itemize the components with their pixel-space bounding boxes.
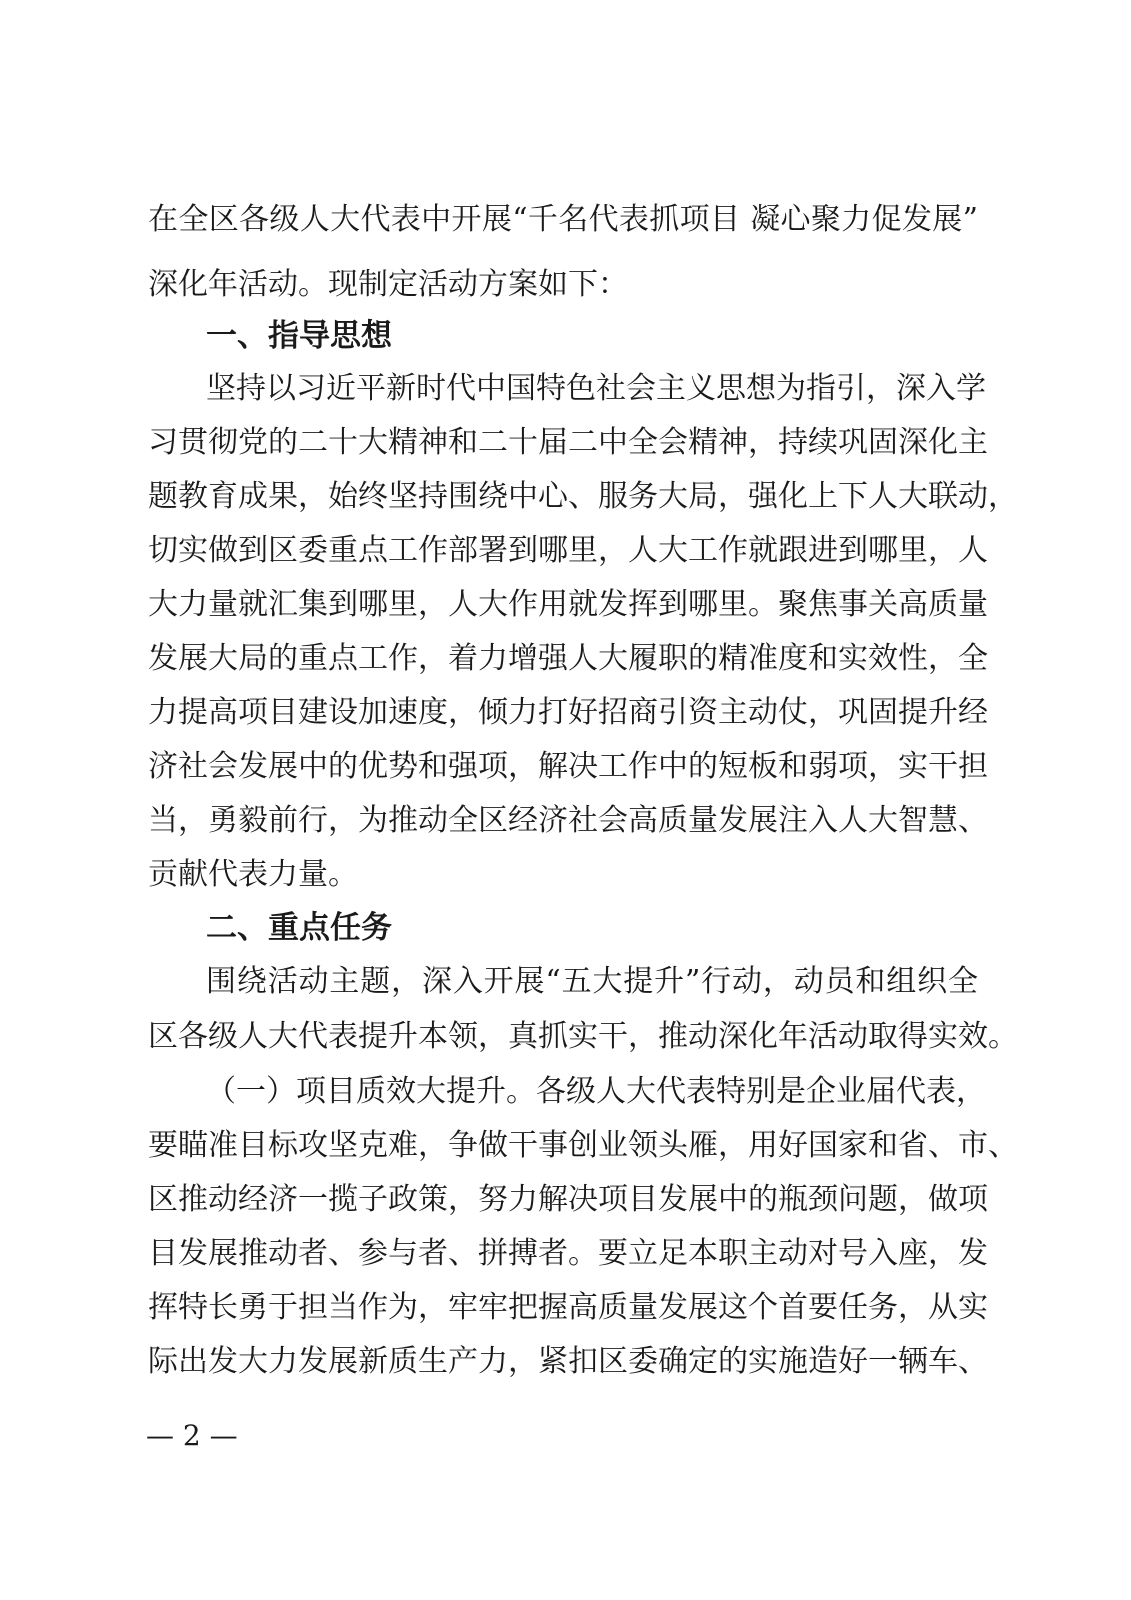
subsection1-line-6: 际出发大力发展新质生产力，紧扣区委确定的实施造好一辆车、 [148, 1344, 988, 1379]
section-heading-key-tasks: 二、重点任务 [206, 910, 392, 946]
intro-line-1: 在全区各级人大代表中开展“千名代表抓项目 凝心聚力促发展” [148, 202, 978, 237]
subsection1-line-2: 要瞄准目标攻坚克难，争做干事创业领头雁，用好国家和省、市、 [148, 1128, 1018, 1163]
subsection1-line-4: 目发展推动者、参与者、拼搏者。要立足本职主动对号入座，发 [148, 1236, 988, 1271]
subsection1-line-3: 区推动经济一揽子政策，努力解决项目发展中的瓶颈问题，做项 [148, 1182, 988, 1217]
section1-line-5: 大力量就汇集到哪里，人大作用就发挥到哪里。聚焦事关高质量 [148, 587, 988, 622]
section2-line-1: 围绕活动主题，深入开展“五大提升”行动，动员和组织全 [206, 964, 978, 999]
section1-line-8: 济社会发展中的优势和强项，解决工作中的短板和弱项，实干担 [148, 749, 988, 784]
section1-line-4: 切实做到区委重点工作部署到哪里，人大工作就跟进到哪里，人 [148, 533, 988, 568]
section1-line-7: 力提高项目建设加速度，倾力打好招商引资主动仗，巩固提升经 [148, 695, 988, 730]
subsection1-line-1 [206, 1072, 986, 1112]
section1-line-2: 习贯彻党的二十大精神和二十届二中全会精神，持续巩固深化主 [148, 425, 988, 460]
page-number: — 2 — [146, 1419, 238, 1452]
section1-line-9: 当，勇毅前行，为推动全区经济社会高质量发展注入人大智慧、 [148, 803, 988, 838]
section2-line-2: 区各级人大代表提升本领，真抓实干，推动深化年活动取得实效。 [148, 1019, 1018, 1054]
section1-line-3: 题教育成果，始终坚持围绕中心、服务大局，强化上下人大联动， [148, 479, 1018, 514]
subsection-title-project-quality: （一）项目质效大提升。 [206, 1074, 536, 1109]
section1-line-1: 坚持以习近平新时代中国特色社会主义思想为指引，深入学 [206, 371, 986, 406]
subsection1-line-1-rest: 各级人大代表特别是企业届代表， [536, 1074, 986, 1109]
section1-line-6: 发展大局的重点工作，着力增强人大履职的精准度和实效性，全 [148, 641, 988, 676]
intro-line-2: 深化年活动。现制定活动方案如下： [148, 267, 628, 302]
section1-line-10: 贡献代表力量。 [148, 857, 358, 892]
section-heading-guiding-ideology: 一、指导思想 [206, 318, 392, 354]
subsection1-line-5: 挥特长勇于担当作为，牢牢把握高质量发展这个首要任务，从实 [148, 1290, 988, 1325]
